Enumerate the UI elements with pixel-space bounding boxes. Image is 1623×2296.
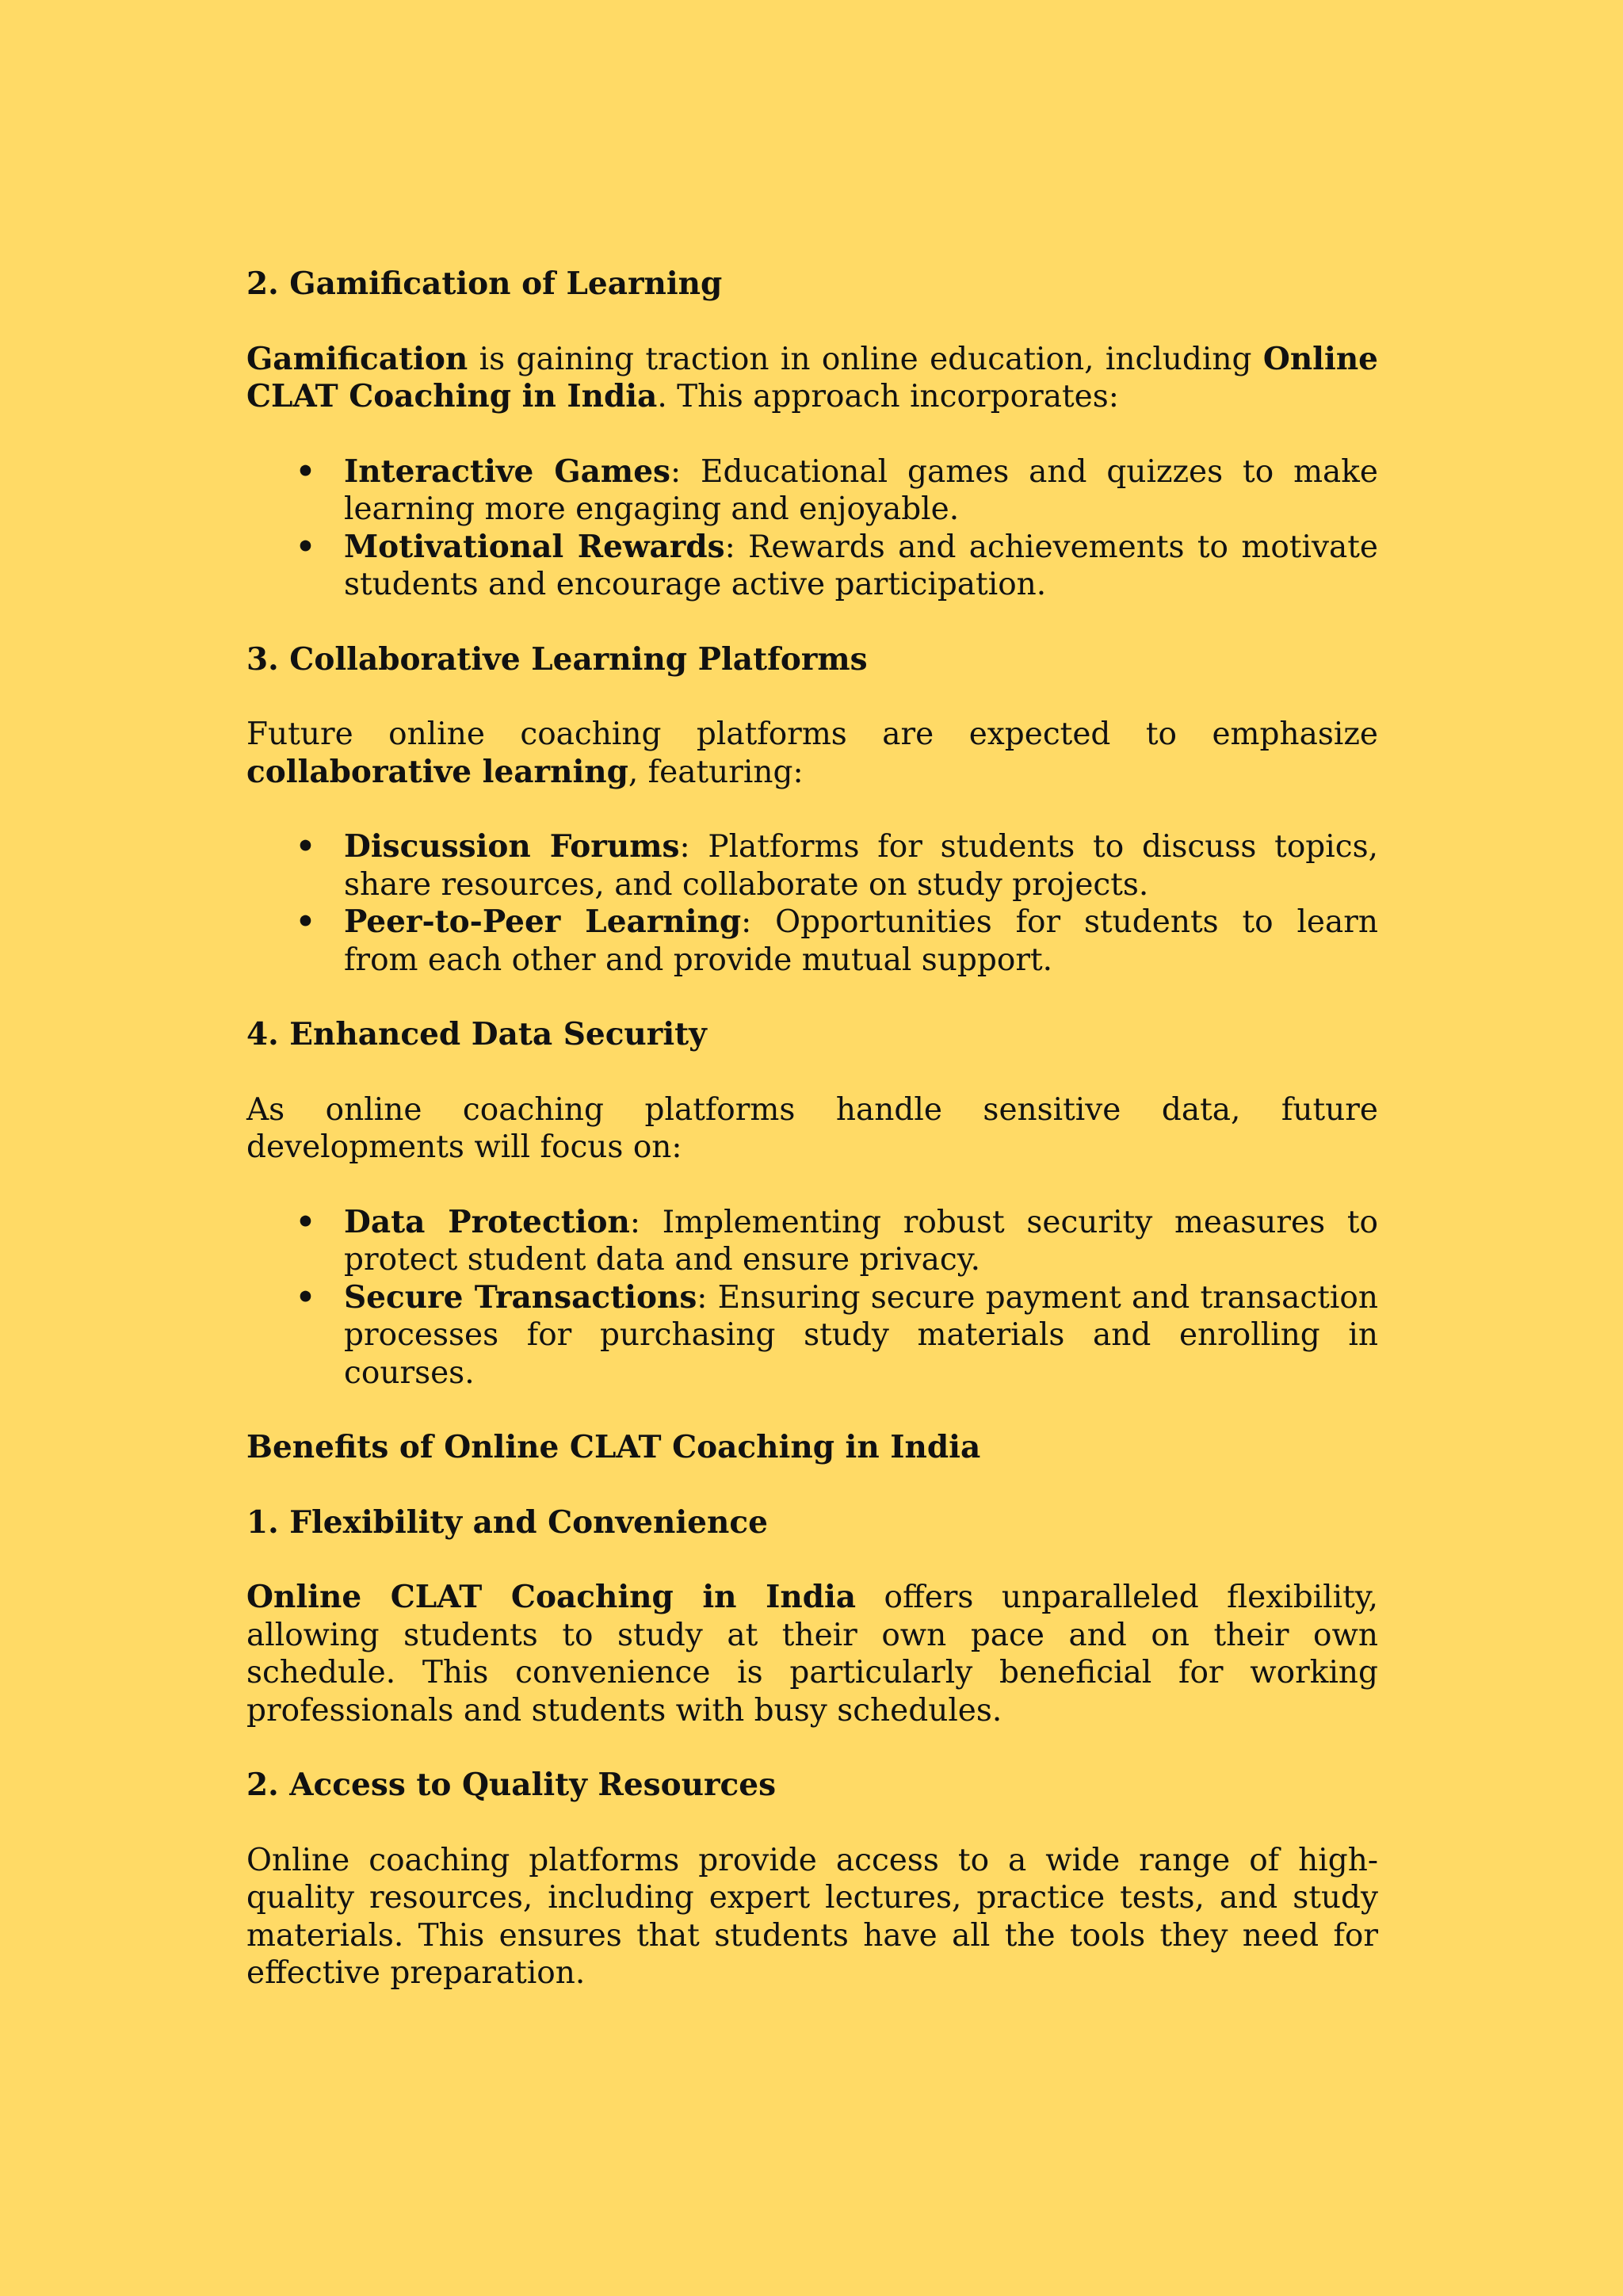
bullet-term: Discussion Forums (344, 828, 680, 865)
bullet-text (344, 829, 1378, 903)
bullet-item (246, 904, 1378, 979)
bullet-icon: • (296, 1203, 315, 1240)
bullet-description: : Implementing robust security measures to protect student data and ensure privacy. (344, 1204, 1378, 1278)
bullet-icon: • (296, 528, 315, 565)
bullet-icon: • (296, 1278, 315, 1316)
paragraph-text: Online coaching platforms provide access to a wide range of high-quality resources, including expert lectures, practice tests, and study materials. This ensures that students have all the tools they need for effective preparation. (246, 1842, 1378, 1991)
bullet-list (246, 1204, 1378, 1392)
bullet-description: : Rewards and achievements to motivate students and encourage active participation. (344, 529, 1378, 602)
bullet-term: Secure Transactions (344, 1278, 697, 1316)
bullet-text (344, 904, 1378, 978)
bullet-description: : Educational games and quizzes to make learning more engaging and enjoyable. (344, 453, 1379, 527)
bullet-item (246, 828, 1378, 904)
section-paragraph (246, 1091, 1378, 1167)
bullet-list (246, 453, 1378, 604)
bullet-icon: • (296, 453, 315, 490)
bullet-list (246, 828, 1378, 979)
bullet-description: : Platforms for students to discuss topics, share resources, and collaborate on study projects. (344, 829, 1378, 903)
bullet-term: Motivational Rewards (344, 528, 725, 565)
bullet-term: Peer-to-Peer Learning (344, 904, 742, 940)
bold-text: Online CLAT Coaching in India (246, 340, 1378, 415)
bullet-text (344, 1280, 1378, 1391)
bold-text: Online CLAT Coaching in India (246, 1579, 857, 1615)
bullet-item (246, 1204, 1378, 1279)
bullet-term: Data Protection (344, 1203, 630, 1240)
section-heading: 1. Flexibility and Convenience (246, 1503, 768, 1541)
section-paragraph (246, 341, 1378, 416)
section-paragraph (246, 1842, 1378, 1992)
paragraph-text: As online coaching platforms handle sensitive data, future developments will focus on: (246, 1091, 1378, 1165)
paragraph-text: is gaining traction in online education, including (468, 341, 1263, 377)
bullet-description: : Ensuring secure payment and transaction processes for purchasing study materials and enrolling in courses. (344, 1279, 1378, 1391)
section-heading: 3. Collaborative Learning Platforms (246, 640, 868, 678)
section-paragraph (246, 1579, 1378, 1729)
section-heading: 4. Enhanced Data Security (246, 1016, 707, 1052)
bullet-text (344, 529, 1378, 603)
section-heading: 2. Gamification of Learning (246, 266, 723, 302)
bold-text: collaborative learning (246, 753, 628, 790)
bullet-icon: • (296, 904, 315, 940)
bullet-description: : Opportunities for students to learn from each other and provide mutual support. (344, 904, 1379, 978)
bullet-item (246, 453, 1378, 529)
bullet-item (246, 1279, 1378, 1392)
section-heading: 2. Access to Quality Resources (246, 1767, 777, 1803)
bullet-term: Interactive Games (344, 453, 670, 490)
paragraph-text: , featuring: (628, 754, 804, 790)
section-heading: Benefits of Online CLAT Coaching in India (246, 1429, 981, 1465)
section-paragraph (246, 716, 1378, 791)
bullet-item (246, 529, 1378, 604)
document-body (246, 266, 1378, 2030)
paragraph-text: Future online coaching platforms are expected to emphasize (246, 716, 1378, 752)
paragraph-text: offers unparalleled flexibility, allowing students to study at their own pace and on their own schedule. This convenience is particularly beneficial for working professionals and students with busy schedules. (246, 1580, 1379, 1729)
bullet-icon: • (296, 828, 315, 865)
bullet-text (344, 454, 1378, 528)
paragraph-text: . This approach incorporates: (657, 379, 1119, 415)
bold-text: Gamification (246, 340, 468, 377)
bullet-text (344, 1205, 1378, 1278)
